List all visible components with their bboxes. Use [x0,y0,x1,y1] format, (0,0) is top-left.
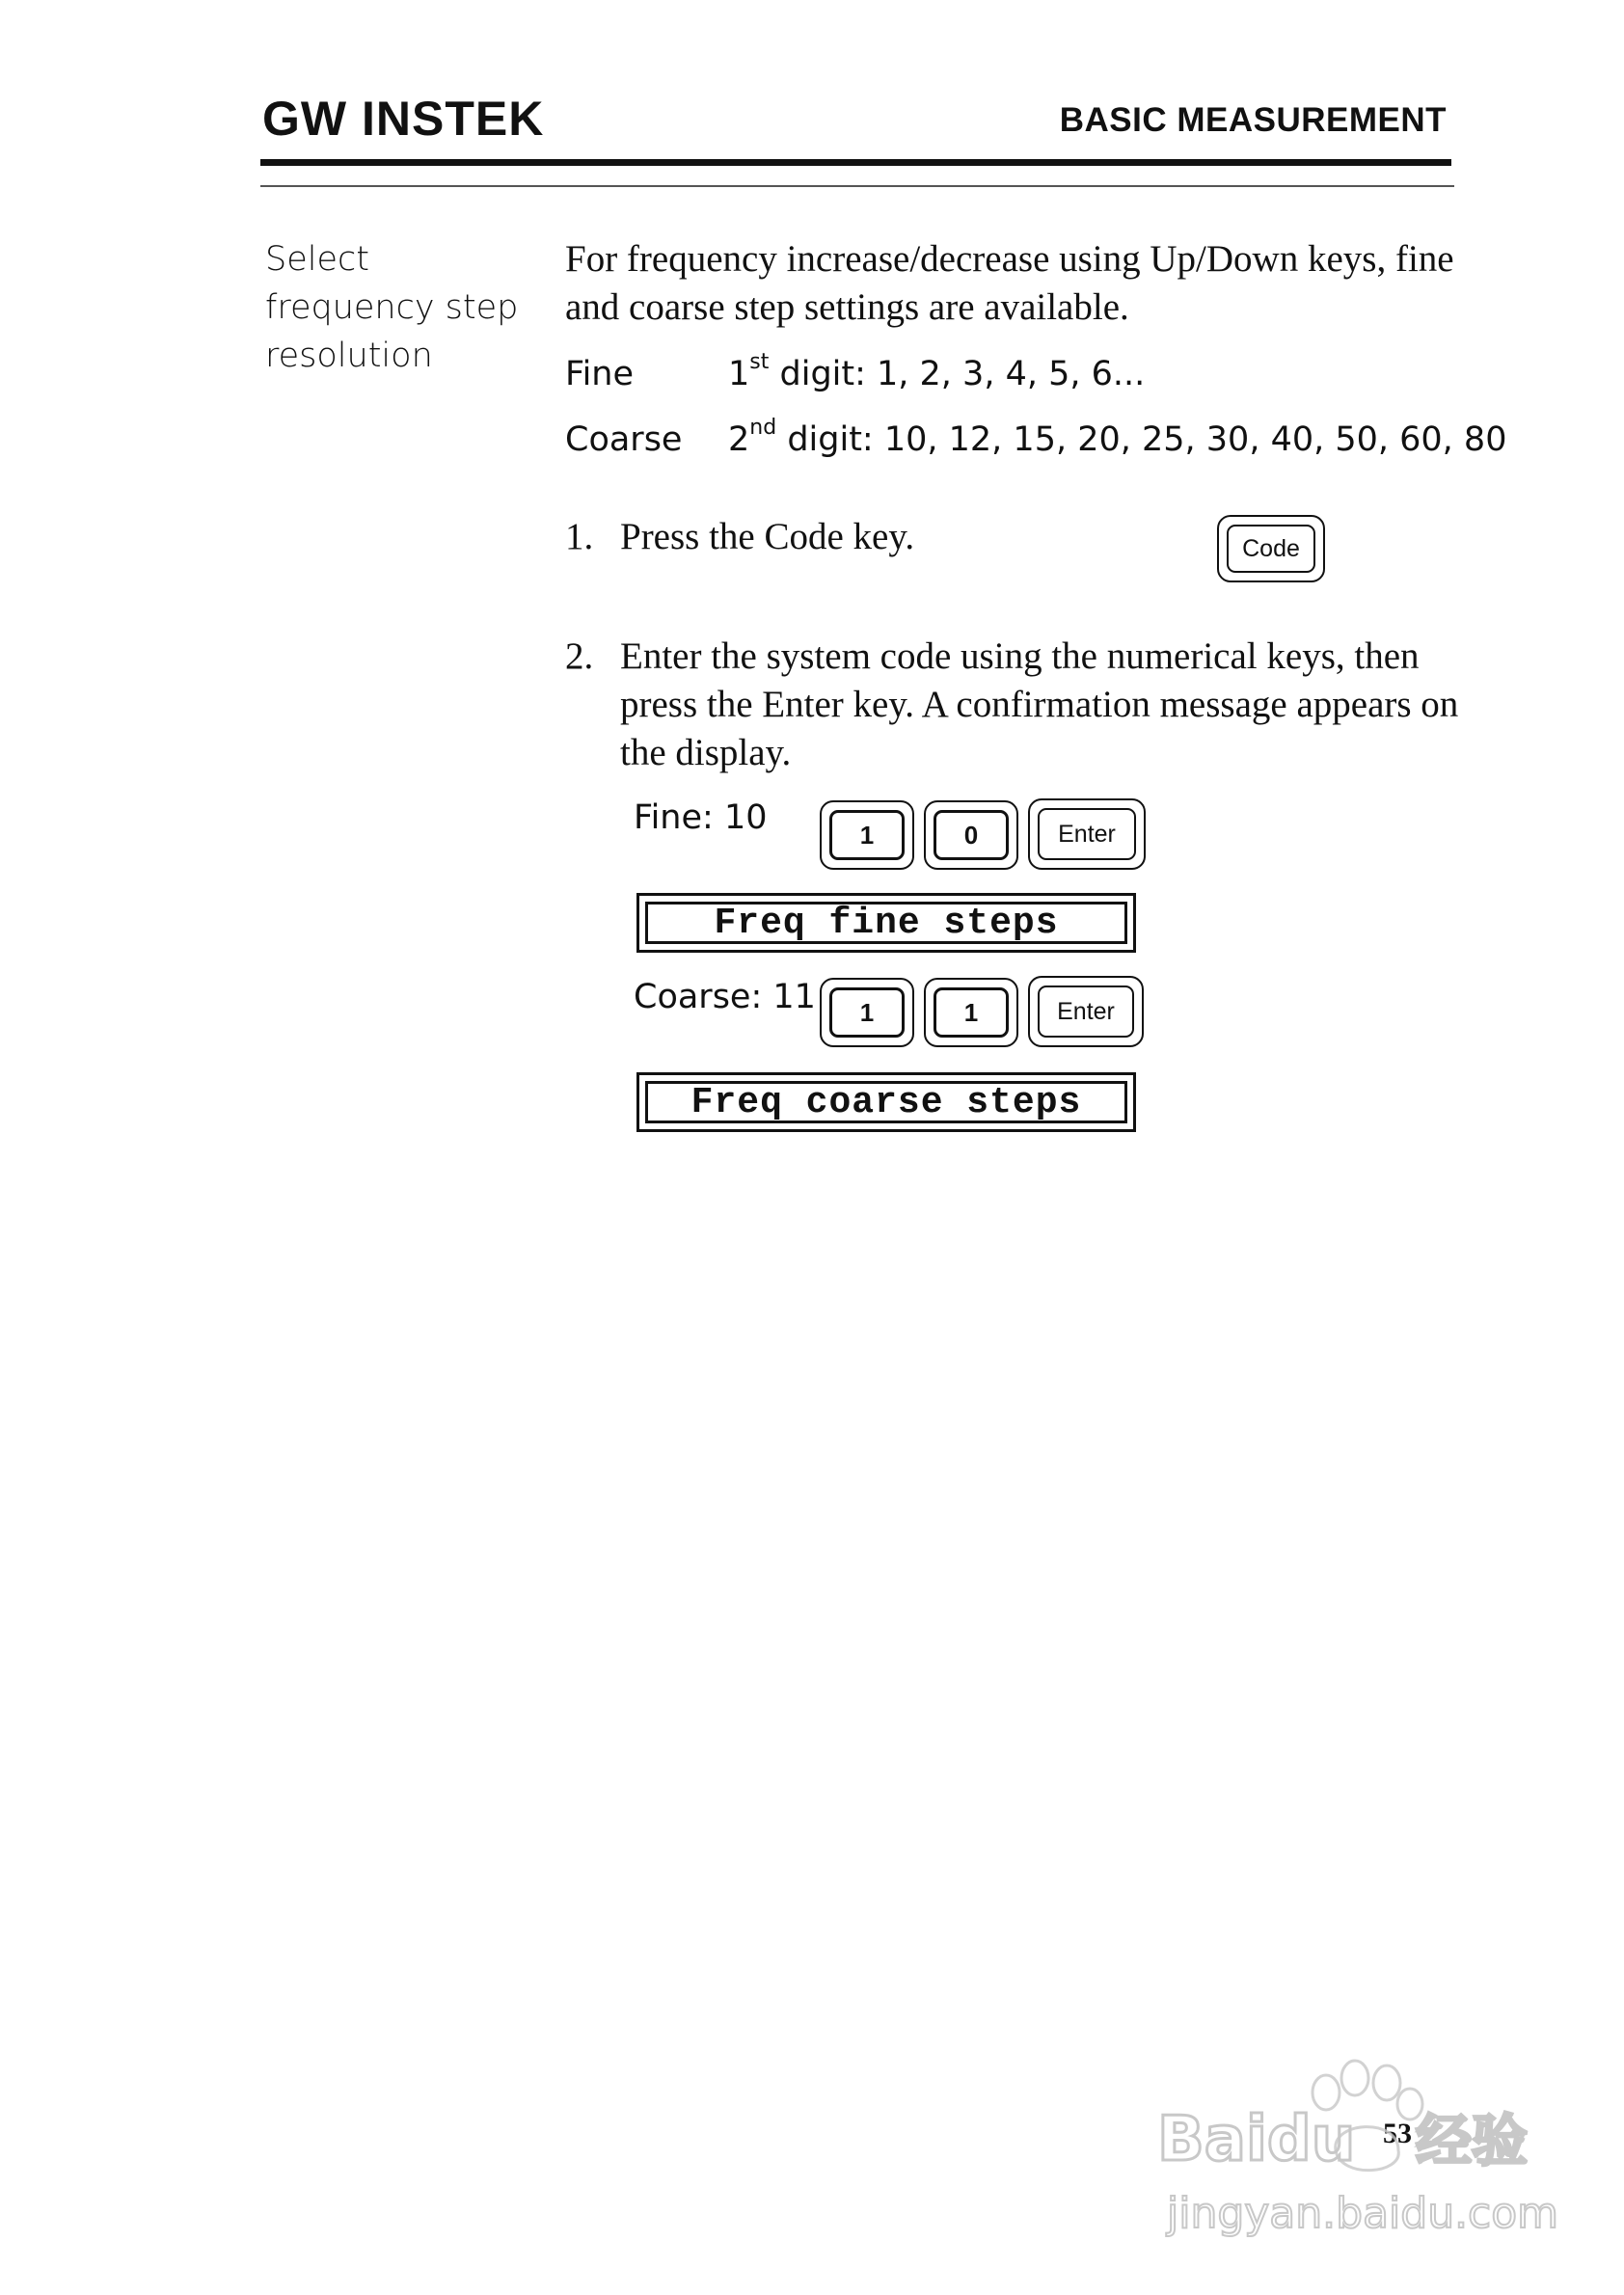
digit-key-label: 1 [829,987,905,1038]
enter-key-label: Enter [1038,808,1136,860]
digit-key-label: 1 [829,810,905,860]
display-text: Freq fine steps [645,902,1127,944]
svg-text:GW INSTEK: GW INSTEK [262,93,545,143]
digit-1-key[interactable] [820,978,914,1047]
coarse-example-label: Coarse: 11 [634,978,816,1016]
step-2-text: Enter the system code using the numerical keys, then press the Enter key. A confirmation message appears on the display. [620,635,1459,773]
baidu-watermark [1157,2044,1562,2266]
page-number: 53 [1383,2118,1412,2149]
coarse-steps-value: 2nd digit: 10, 12, 15, 20, 25, 30, 40, 50, 60, 80 [728,416,1507,459]
display-fine-message [636,893,1136,953]
digit-key-label: 0 [934,810,1009,860]
fine-example-label: Fine: 10 [634,798,768,837]
digit-key-label: 1 [934,987,1009,1038]
fine-label: Fine [565,355,635,393]
enter-key-label: Enter [1038,986,1134,1038]
gw-instek-logo [262,93,552,143]
digit-0-key[interactable] [924,800,1018,870]
enter-key[interactable] [1028,798,1146,870]
display-text: Freq coarse steps [645,1081,1127,1123]
code-key[interactable] [1217,515,1325,582]
code-key-label: Code [1227,525,1315,573]
enter-key[interactable] [1028,976,1144,1047]
step-2-number: 2. [565,635,594,677]
step-1-text: Press the Code key. [620,516,915,557]
fine-steps-value: 1st digit: 1, 2, 3, 4, 5, 6... [728,350,1146,393]
digit-1-key[interactable] [820,800,914,870]
svg-text:Baidu: Baidu [1157,2104,1356,2175]
header-rule-thin [260,185,1454,187]
coarse-label: Coarse [565,420,683,459]
side-label: Select frequency step resolution [265,240,519,375]
intro-paragraph: For frequency increase/decrease using Up/Down keys, fine and coarse step settings are available. [565,238,1454,328]
header-rule [260,159,1451,166]
svg-text:jingyan.baidu.com: jingyan.baidu.com [1167,2189,1559,2238]
display-coarse-message [636,1072,1136,1132]
digit-1-key[interactable] [924,978,1018,1047]
step-1-number: 1. [565,516,594,557]
svg-text:经验: 经验 [1416,2108,1529,2174]
section-title: BASIC MEASUREMENT [1059,101,1447,139]
